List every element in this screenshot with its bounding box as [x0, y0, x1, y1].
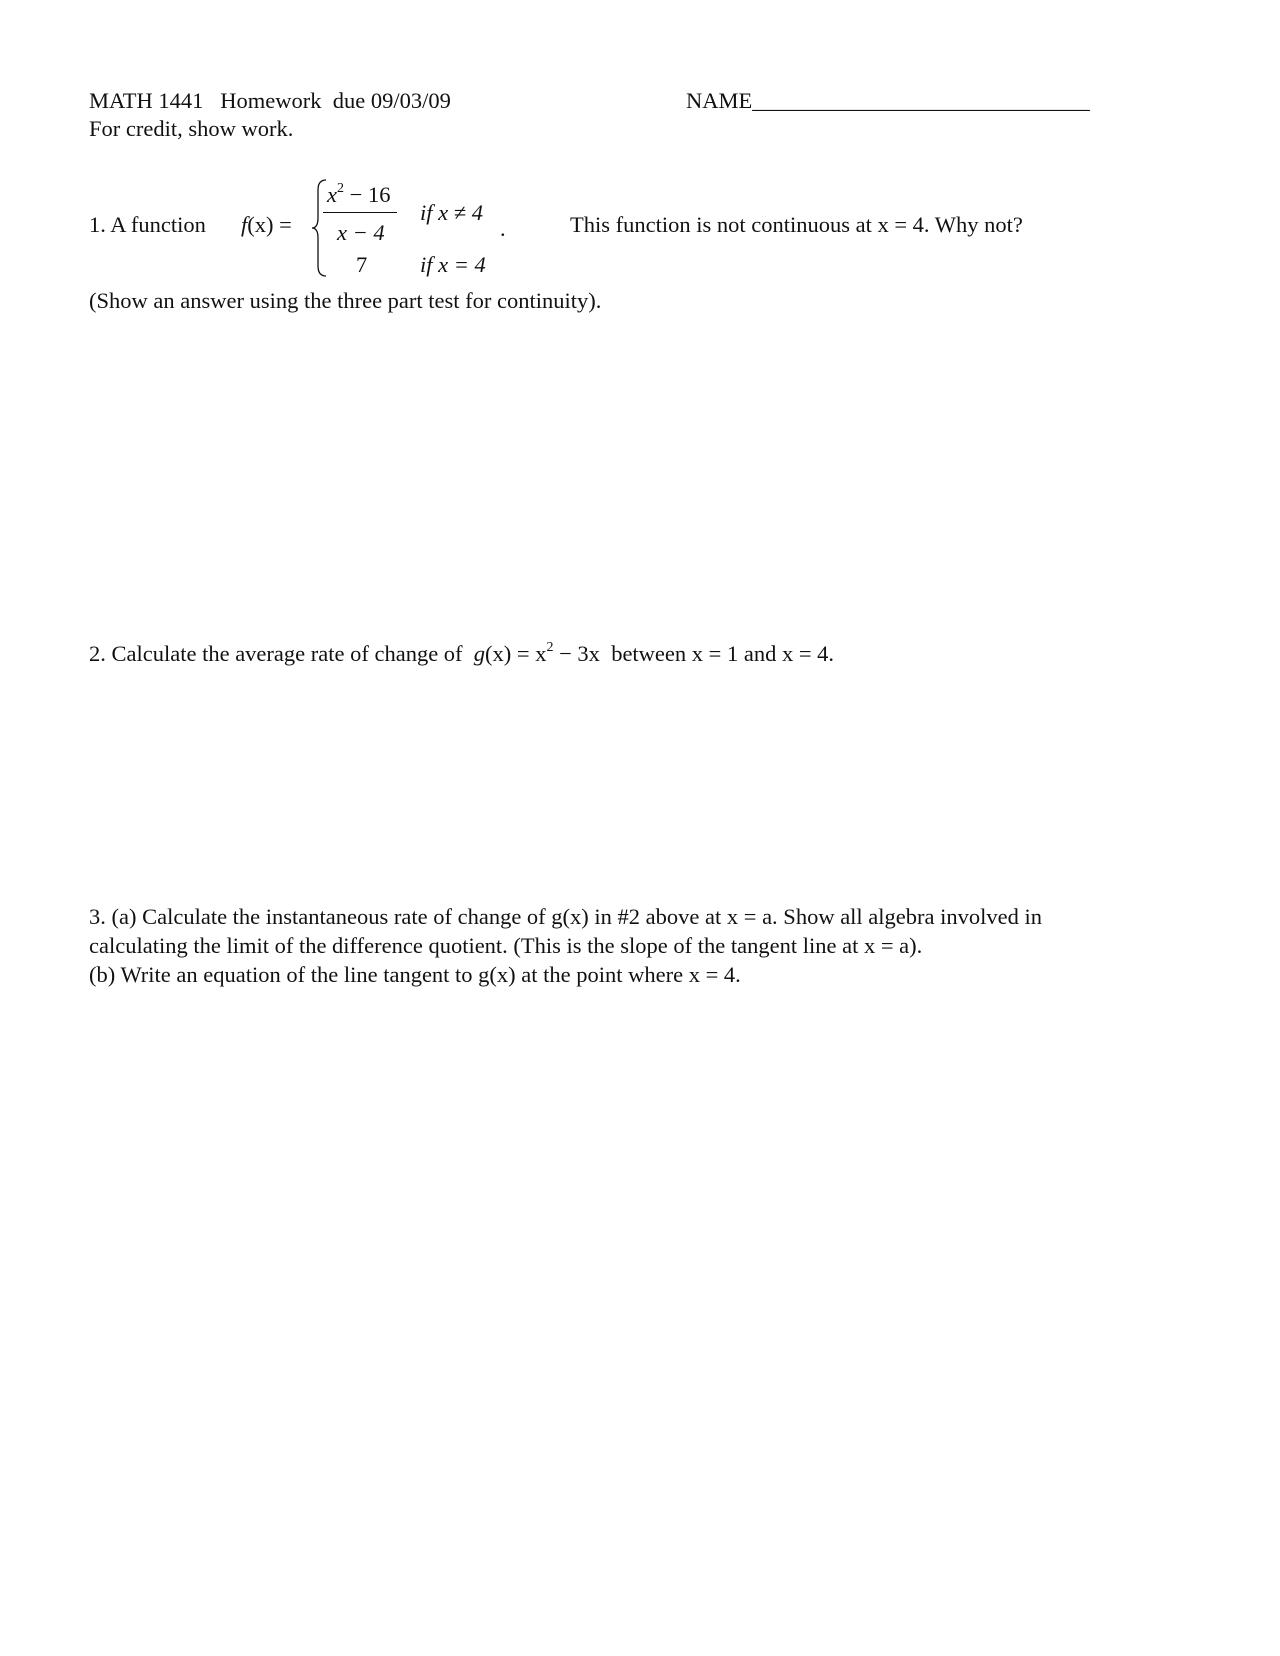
numerator-x: x [327, 182, 337, 207]
name-field [686, 90, 1090, 113]
g-rest: − 3x [553, 641, 600, 666]
condition-equal: if x = 4 [420, 252, 486, 277]
g-argument: (x) = x [485, 641, 547, 666]
function-lhs [241, 214, 292, 237]
problem-2 [89, 640, 835, 666]
due-date: due 09/03/09 [332, 88, 451, 113]
problem-3-part-a: 3. (a) Calculate the instantaneous rate of change of g(x) in #2 above at x = a. Show all algebra involved in [89, 904, 1042, 929]
fraction-bar [323, 212, 397, 213]
f-symbol: f [241, 212, 248, 237]
numerator-rest: − 16 [344, 182, 391, 207]
name-label: NAME [686, 88, 753, 113]
name-blank: ______________________________ [752, 88, 1090, 113]
problem-3-part-b: (b) Write an equation of the line tangent to g(x) at the point where x = 4. [89, 962, 741, 987]
f-argument: (x) = [247, 212, 292, 237]
problem-1-lead: 1. A function [89, 212, 206, 237]
left-brace-icon [310, 178, 328, 278]
case-period: . [500, 216, 506, 241]
numerator-exponent: 2 [337, 181, 344, 196]
problem-3-part-a-continued: calculating the limit of the difference quotient. (This is the slope of the tangent line at x = a). [89, 933, 923, 958]
g-exponent: 2 [546, 640, 554, 655]
problem-2-tail: between x = 1 and x = 4. [611, 641, 835, 666]
instructions: For credit, show work. [89, 116, 294, 141]
fraction-denominator: x − 4 [337, 220, 385, 245]
continuity-note: (Show an answer using the three part test for continuity). [89, 288, 602, 313]
g-symbol: g [473, 641, 486, 666]
condition-not-equal: if x ≠ 4 [420, 200, 483, 225]
course-number: MATH 1441 [89, 88, 204, 113]
fraction-numerator [327, 181, 391, 207]
problem-2-lead: 2. Calculate the average rate of change of [89, 641, 463, 666]
assignment-label: Homework [220, 88, 322, 113]
continuity-question: This function is not continuous at x = 4. Why not? [570, 212, 1023, 237]
header-title [89, 90, 451, 113]
case-value-seven: 7 [356, 252, 368, 277]
